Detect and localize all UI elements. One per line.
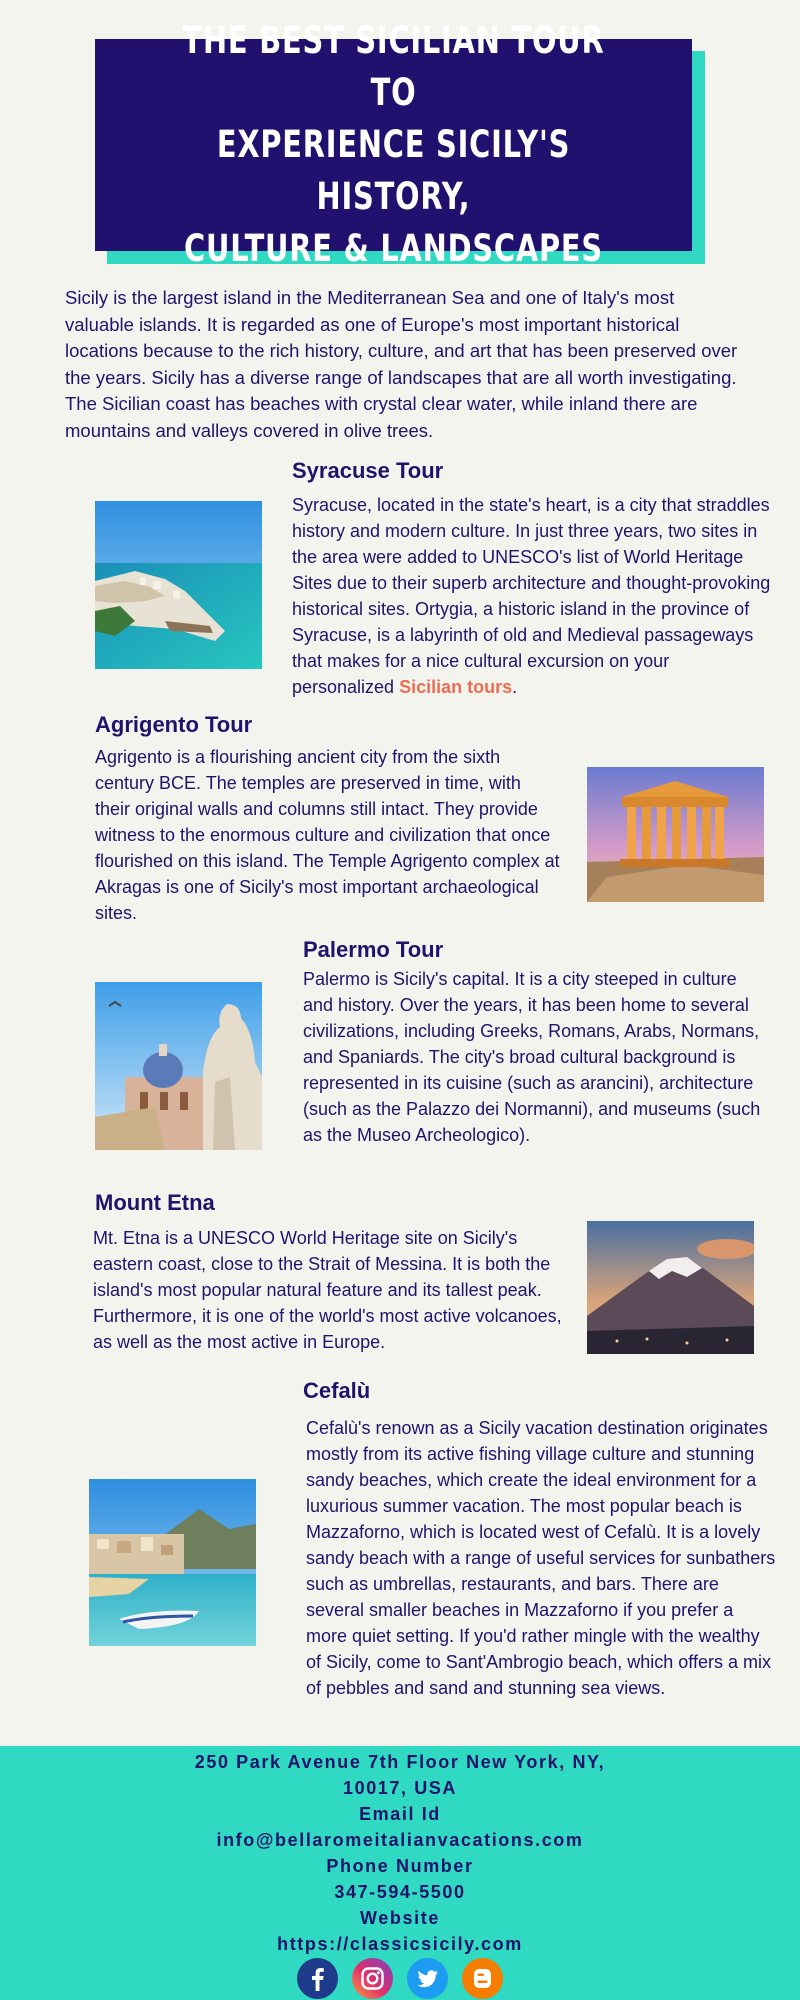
etna-heading: Mount Etna — [95, 1190, 215, 1215]
cefalu-photo — [89, 1479, 256, 1646]
palermo-photo — [95, 982, 262, 1150]
phone-number[interactable]: 347-594-5500 — [334, 1882, 466, 1902]
syracuse-heading: Syracuse Tour — [292, 458, 444, 483]
syracuse-text: Syracuse, located in the state's heart, is a city that straddles history and modern culture. In just three years, two sites in the area were added to UNESCO's list of World Heritage Sites due to their superb architecture and thought-provoking historical sites. Ortygia, a historic island in the province of Syracuse, is a labyrinth of old and Medieval passageways that makes for a nice cultural excursion on your personalized Sicilian tours. — [292, 495, 771, 697]
contact-footer — [0, 1746, 800, 2000]
sicilian-tours-link[interactable]: Sicilian tours — [399, 677, 513, 697]
social-links — [0, 1958, 800, 1999]
etna-photo — [587, 1221, 754, 1354]
email-label: Email Id — [359, 1804, 441, 1824]
website-link[interactable]: https://classicsicily.com — [277, 1934, 523, 1954]
cefalu-text: Cefalù's renown as a Sicily vacation destination originates mostly from its active fishing village culture and stunning sandy beaches, which create the ideal environment for a luxurious summer vacation. The most popular beach is Mazzaforno, which is located west of Cefalù. It is a lovely sandy beach with a range of useful services for sunbathers such as umbrellas, restaurants, and bars. There are several smaller beaches in Mazzaforno if you prefer a more quiet setting. If you'd rather mingle with the wealthy of Sicily, come to Sant'Ambrogio beach, which offers a mix of pebbles and sand and stunning sea views. — [306, 1418, 776, 1698]
agrigento-text: Agrigento is a flourishing ancient city from the sixth century BCE. The temples are preserved in time, with their original walls and columns still intact. They provide witness to the enormous culture and civilization that once flourished on this island. The Temple Agrigento complex at Akragas is one of Sicily's most important archaeological sites. — [95, 747, 560, 923]
intro-paragraph: Sicily is the largest island in the Mediterranean Sea and one of Italy's most valuable islands. It is regarded as one of Europe's most important historical locations because to the rich history, culture, and art that has been preserved over the years. Sicily has a diverse range of landscapes that are all worth investigating. The Sicilian coast has beaches with crystal clear water, while inland there are mountains and valleys covered in olive trees. — [65, 287, 738, 441]
page-title: THE BEST SICILIAN TOUR TO EXPERIENCE SICILY'S HISTORY, CULTURE & LANDSCAPES — [182, 19, 605, 270]
syracuse-photo — [95, 501, 262, 669]
website-label: Website — [360, 1908, 440, 1928]
agrigento-heading: Agrigento Tour — [95, 712, 253, 737]
blogger-icon[interactable] — [462, 1958, 503, 1999]
cefalu-heading: Cefalù — [303, 1378, 371, 1403]
facebook-icon[interactable] — [297, 1958, 338, 1999]
palermo-text: Palermo is Sicily's capital. It is a city steeped in culture and history. Over the years, it has been home to several civilizations, including Greeks, Romans, Arabs, Normans, and Spaniards. The city's broad cultural background is represented in its cuisine (such as arancini), architecture (such as the Palazzo dei Normanni), and museums (such as the Museo Archeologico). — [303, 969, 761, 1145]
agrigento-photo — [587, 767, 764, 902]
palermo-heading: Palermo Tour — [303, 937, 444, 962]
etna-text: Mt. Etna is a UNESCO World Heritage site on Sicily's eastern coast, close to the Strait of Messina. It is both the island's most popular natural feature and its tallest peak. Furthermore, it is one of the world's most active volcanoes, as well as the most active in Europe. — [93, 1228, 562, 1352]
instagram-icon[interactable] — [352, 1958, 393, 1999]
title-banner — [95, 19, 692, 270]
email-address[interactable]: info@bellaromeitalianvacations.com — [216, 1830, 584, 1850]
address-line-2: 10017, USA — [342, 1778, 458, 1798]
address-line-1: 250 Park Avenue 7th Floor New York, NY, — [194, 1752, 606, 1772]
phone-label: Phone Number — [326, 1856, 474, 1876]
twitter-icon[interactable] — [407, 1958, 448, 1999]
